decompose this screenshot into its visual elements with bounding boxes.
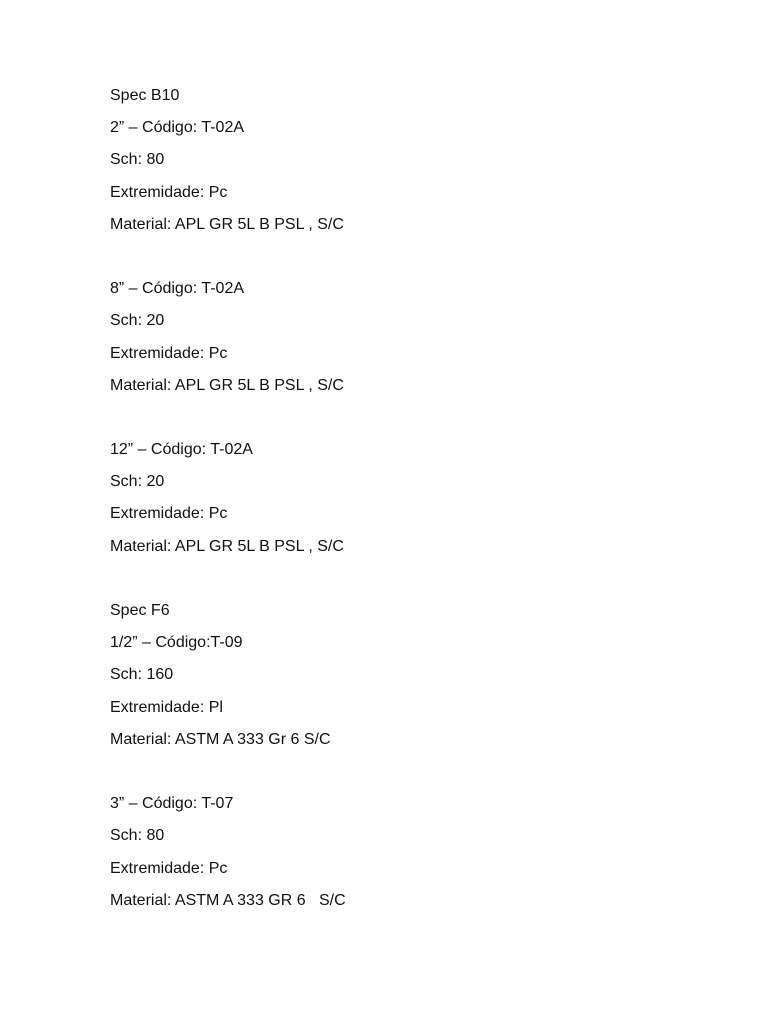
schedule-line: Sch: 20 bbox=[110, 473, 165, 491]
end-type-line: Extremidade: Pl bbox=[110, 698, 223, 716]
item-code-line: 1/2” – Código:T-09 bbox=[110, 634, 243, 652]
material-line: Material: ASTM A 333 GR 6 S/C bbox=[110, 891, 346, 909]
blank-line bbox=[110, 761, 710, 793]
end-type-line: Extremidade: Pc bbox=[110, 859, 228, 877]
material-line: Material: ASTM A 333 Gr 6 S/C bbox=[110, 730, 331, 748]
schedule-line: Sch: 80 bbox=[110, 151, 165, 169]
document-page bbox=[110, 85, 710, 922]
end-type-line: Extremidade: Pc bbox=[110, 344, 228, 362]
blank-line bbox=[110, 407, 710, 439]
item-code-line: 3” – Código: T-07 bbox=[110, 795, 234, 813]
schedule-line: Sch: 80 bbox=[110, 827, 165, 845]
schedule-line: Sch: 20 bbox=[110, 312, 165, 330]
item-code-line: 8” – Código: T-02A bbox=[110, 280, 245, 298]
material-line: Material: APL GR 5L B PSL , S/C bbox=[110, 215, 344, 233]
spec-heading: Spec B10 bbox=[110, 87, 180, 104]
schedule-line: Sch: 160 bbox=[110, 666, 174, 684]
end-type-line: Extremidade: Pc bbox=[110, 183, 228, 201]
spec-heading: Spec F6 bbox=[110, 602, 170, 619]
material-line: Material: APL GR 5L B PSL , S/C bbox=[110, 537, 344, 555]
blank-line bbox=[110, 246, 710, 278]
blank-line bbox=[110, 568, 710, 600]
material-line: Material: APL GR 5L B PSL , S/C bbox=[110, 376, 344, 394]
item-code-line: 2” – Código: T-02A bbox=[110, 119, 245, 137]
end-type-line: Extremidade: Pc bbox=[110, 505, 228, 523]
item-code-line: 12” – Código: T-02A bbox=[110, 441, 253, 459]
